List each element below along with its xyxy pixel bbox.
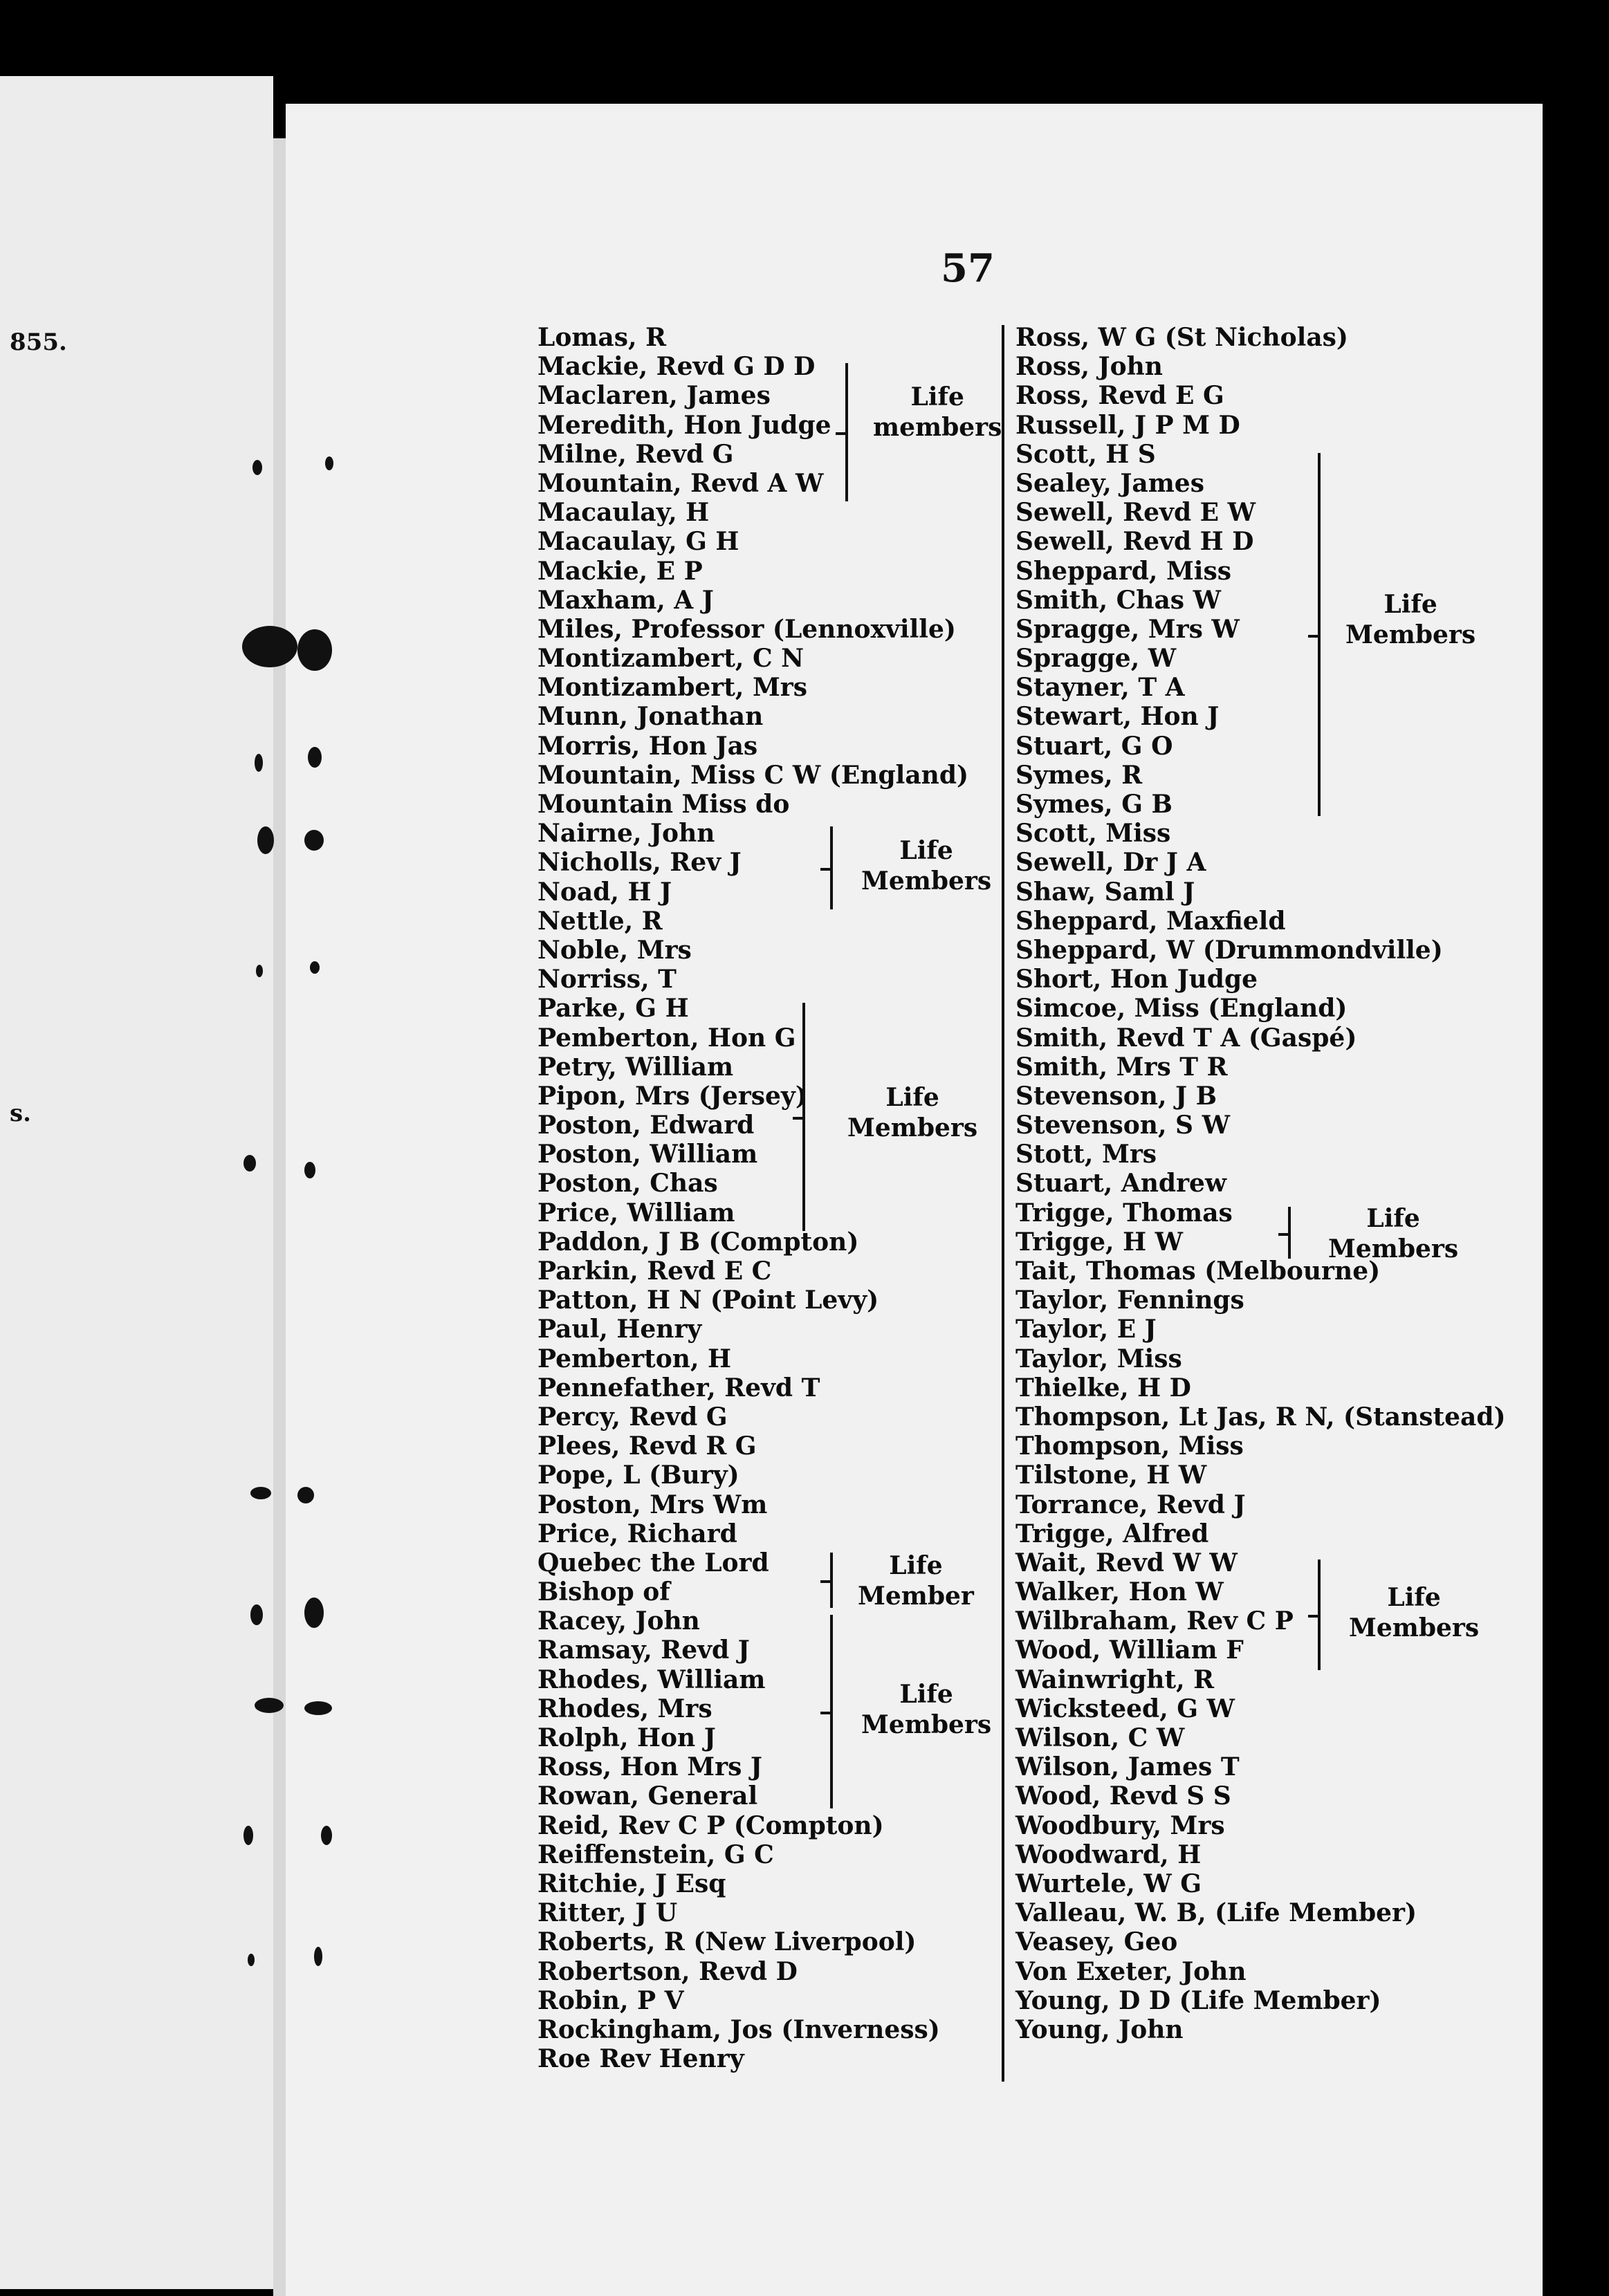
binding-speck xyxy=(252,460,262,475)
binding-speck xyxy=(243,1826,253,1845)
brace xyxy=(845,363,848,501)
name-entry: Mackie, E P xyxy=(537,556,703,586)
name-entry: Stevenson, J B xyxy=(1015,1081,1217,1111)
name-entry: Stevenson, S W xyxy=(1015,1111,1231,1140)
name-entry: Price, William xyxy=(537,1198,735,1228)
name-entry: Meredith, Hon Judge xyxy=(537,410,831,440)
name-entry: Norriss, T xyxy=(537,965,677,994)
name-entry: Wood, William F xyxy=(1015,1636,1244,1665)
name-entry: Thielke, H D xyxy=(1015,1373,1191,1402)
name-entry: Veasey, Geo xyxy=(1015,1927,1178,1957)
note-line: Life xyxy=(889,1551,943,1580)
name-entry: Munn, Jonathan xyxy=(537,702,764,732)
life-member-note xyxy=(858,1550,974,1611)
name-entry: Poston, Mrs Wm xyxy=(537,1490,768,1519)
note-line: Life xyxy=(899,1680,953,1709)
name-entry: Rockingham, Jos (Inverness) xyxy=(537,2015,940,2044)
note-line: Members xyxy=(861,867,992,896)
binding-speck xyxy=(310,961,320,974)
name-entry: Quebec the Lord xyxy=(537,1548,769,1577)
name-entry: Sealey, James xyxy=(1015,468,1204,498)
binding-speck xyxy=(255,1698,284,1713)
name-entry: Spragge, Mrs W xyxy=(1015,614,1240,644)
name-entry: Reid, Rev C P (Compton) xyxy=(537,1811,884,1840)
name-entry: Stuart, Andrew xyxy=(1015,1169,1226,1198)
life-members-note xyxy=(861,1679,991,1740)
brace xyxy=(1318,453,1321,816)
name-entry: Thompson, Miss xyxy=(1015,1432,1244,1461)
name-entry: Spragge, W xyxy=(1015,644,1177,674)
name-entry: Pemberton, Hon G xyxy=(537,1023,796,1053)
name-entry: Robin, P V xyxy=(537,1985,684,2015)
note-line: Life xyxy=(1366,1204,1420,1233)
name-entry: Bishop of xyxy=(537,1577,670,1607)
binding-speck xyxy=(314,1947,322,1966)
name-entry: Price, Richard xyxy=(537,1519,737,1548)
name-entry: Smith, Revd T A (Gaspé) xyxy=(1015,1023,1357,1053)
name-entry: Von Exeter, John xyxy=(1015,1956,1247,1986)
name-entry: Mountain Miss do xyxy=(537,790,790,819)
name-entry: Paddon, J B (Compton) xyxy=(537,1227,859,1257)
name-entry: Sewell, Dr J A xyxy=(1015,848,1206,878)
name-entry: Symes, R xyxy=(1015,760,1143,790)
name-entry: Paul, Henry xyxy=(537,1315,702,1344)
binding-speck xyxy=(321,1826,332,1845)
note-line: Members xyxy=(847,1113,978,1142)
binding-speck xyxy=(297,1487,314,1503)
life-members-note xyxy=(873,382,1002,443)
name-entry: Noble, Mrs xyxy=(537,935,692,965)
name-entry: Taylor, Miss xyxy=(1015,1344,1182,1373)
name-entry: Trigge, Alfred xyxy=(1015,1519,1209,1548)
brace xyxy=(1318,1559,1321,1670)
name-entry: Pope, L (Bury) xyxy=(537,1461,739,1490)
name-entry: Morris, Hon Jas xyxy=(537,731,758,761)
name-entry: Patton, H N (Point Levy) xyxy=(537,1286,879,1315)
name-entry: Sheppard, Maxfield xyxy=(1015,906,1286,936)
name-entry: Wilson, C W xyxy=(1015,1723,1185,1752)
name-entry: Milne, Revd G xyxy=(537,439,734,469)
note-line: Members xyxy=(1349,1613,1480,1642)
name-entry: Taylor, E J xyxy=(1015,1315,1157,1344)
name-entry: Walker, Hon W xyxy=(1015,1577,1224,1607)
name-entry: Young, D D (Life Member) xyxy=(1015,1985,1381,2015)
name-entry: Poston, Edward xyxy=(537,1111,755,1140)
name-entry: Tilstone, H W xyxy=(1015,1461,1207,1490)
name-entry: Rhodes, William xyxy=(537,1665,766,1694)
life-members-note xyxy=(1328,1203,1458,1264)
life-members-note xyxy=(861,835,991,896)
left-name-column xyxy=(537,323,968,2073)
name-entry: Percy, Revd G xyxy=(537,1402,728,1432)
name-entry: Scott, Miss xyxy=(1015,819,1171,849)
name-entry: Nairne, John xyxy=(537,819,715,849)
name-entry: Trigge, Thomas xyxy=(1015,1198,1233,1228)
name-entry: Stott, Mrs xyxy=(1015,1140,1157,1169)
name-entry: Shaw, Saml J xyxy=(1015,877,1195,907)
name-entry: Tait, Thomas (Melbourne) xyxy=(1015,1257,1381,1286)
name-entry: Racey, John xyxy=(537,1607,700,1636)
name-entry: Ross, John xyxy=(1015,352,1163,382)
name-entry: Roe Rev Henry xyxy=(537,2044,744,2074)
binding-speck xyxy=(257,826,274,854)
column-divider-rule xyxy=(1002,325,1004,2082)
life-members-note xyxy=(847,1082,977,1143)
name-entry: Ross, Hon Mrs J xyxy=(537,1752,762,1782)
name-entry: Stewart, Hon J xyxy=(1015,702,1220,732)
name-entry: Wicksteed, G W xyxy=(1015,1694,1235,1723)
name-entry: Mountain, Revd A W xyxy=(537,468,824,498)
name-entry: Torrance, Revd J xyxy=(1015,1490,1246,1519)
name-entry: Young, John xyxy=(1015,2015,1184,2044)
name-entry: Robertson, Revd D xyxy=(537,1956,798,1986)
note-line: Life xyxy=(1383,590,1437,619)
note-line: Members xyxy=(1345,620,1476,649)
brace xyxy=(802,1003,805,1231)
note-line: Life xyxy=(885,1083,939,1112)
name-entry: Wilson, James T xyxy=(1015,1752,1240,1782)
name-entry: Maclaren, James xyxy=(537,381,771,411)
binding-speck xyxy=(243,1155,256,1172)
name-entry: Simcoe, Miss (England) xyxy=(1015,994,1348,1024)
brace xyxy=(830,1553,833,1608)
name-entry: Trigge, H W xyxy=(1015,1227,1184,1257)
name-entry: Short, Hon Judge xyxy=(1015,965,1258,994)
name-entry: Sewell, Revd H D xyxy=(1015,527,1254,557)
name-entry: Symes, G B xyxy=(1015,790,1173,819)
binding-speck xyxy=(256,965,263,977)
name-entry: Parke, G H xyxy=(537,994,689,1024)
left-page-fragment xyxy=(0,76,273,2289)
name-entry: Sewell, Revd E W xyxy=(1015,498,1256,528)
name-entry: Wilbraham, Rev C P xyxy=(1015,1607,1294,1636)
binding-speck xyxy=(250,1487,271,1499)
name-entry: Pipon, Mrs (Jersey) xyxy=(537,1081,807,1111)
brace xyxy=(1288,1207,1291,1259)
name-entry: Petry, William xyxy=(537,1052,734,1082)
binding-speck xyxy=(308,747,322,768)
name-entry: Wurtele, W G xyxy=(1015,1869,1202,1898)
name-entry: Montizambert, C N xyxy=(537,644,805,674)
name-entry: Sheppard, W (Drummondville) xyxy=(1015,935,1443,965)
name-entry: Ritchie, J Esq xyxy=(537,1869,726,1898)
life-members-note xyxy=(1349,1582,1479,1643)
name-entry: Ramsay, Revd J xyxy=(537,1636,750,1665)
binding-speck xyxy=(304,1162,315,1178)
name-entry: Stayner, T A xyxy=(1015,673,1185,703)
left-page-text: s. xyxy=(10,1100,31,1127)
name-entry: Pennefather, Revd T xyxy=(537,1373,820,1402)
binding-speck xyxy=(250,1604,263,1625)
name-entry: Smith, Mrs T R xyxy=(1015,1052,1228,1082)
brace xyxy=(830,1615,833,1808)
name-entry: Mountain, Miss C W (England) xyxy=(537,760,969,790)
name-entry: Lomas, R xyxy=(537,323,666,352)
name-entry: Wait, Revd W W xyxy=(1015,1548,1238,1577)
name-entry: Rhodes, Mrs xyxy=(537,1694,712,1723)
name-entry: Noad, H J xyxy=(537,877,672,907)
name-entry: Poston, Chas xyxy=(537,1169,718,1198)
name-entry: Ritter, J U xyxy=(537,1898,678,1928)
name-entry: Mackie, Revd G D D xyxy=(537,352,816,382)
note-line: members xyxy=(873,413,1002,442)
name-entry: Thompson, Lt Jas, R N, (Stanstead) xyxy=(1015,1402,1506,1432)
name-entry: Sheppard, Miss xyxy=(1015,556,1232,586)
name-entry: Montizambert, Mrs xyxy=(537,673,808,703)
page-number: 57 xyxy=(941,246,995,291)
name-entry: Russell, J P M D xyxy=(1015,410,1240,440)
name-entry: Woodbury, Mrs xyxy=(1015,1811,1225,1840)
name-entry: Smith, Chas W xyxy=(1015,585,1222,615)
name-entry: Woodward, H xyxy=(1015,1840,1202,1869)
name-entry: Wood, Revd S S xyxy=(1015,1781,1231,1811)
left-page-text: 855. xyxy=(10,328,67,356)
name-entry: Ross, Revd E G xyxy=(1015,381,1224,411)
name-entry: Nettle, R xyxy=(537,906,663,936)
name-entry: Scott, H S xyxy=(1015,439,1156,469)
name-entry: Taylor, Fennings xyxy=(1015,1286,1244,1315)
name-entry: Rolph, Hon J xyxy=(537,1723,716,1752)
name-entry: Stuart, G O xyxy=(1015,731,1173,761)
name-entry: Nicholls, Rev J xyxy=(537,848,742,878)
brace xyxy=(830,826,833,909)
note-line: Life xyxy=(1387,1583,1441,1612)
name-entry: Reiffenstein, G C xyxy=(537,1840,774,1869)
note-line: Life xyxy=(899,836,953,865)
binding-speck xyxy=(242,626,297,667)
note-line: Members xyxy=(1328,1234,1459,1263)
note-line: Life xyxy=(910,382,964,411)
name-entry: Ross, W G (St Nicholas) xyxy=(1015,323,1348,352)
name-entry: Poston, William xyxy=(537,1140,758,1169)
name-entry: Plees, Revd R G xyxy=(537,1432,757,1461)
name-entry: Maxham, A J xyxy=(537,585,714,615)
name-entry: Valleau, W. B, (Life Member) xyxy=(1015,1898,1417,1928)
binding-speck xyxy=(297,629,332,671)
name-entry: Wainwright, R xyxy=(1015,1665,1215,1694)
name-entry: Miles, Professor (Lennoxville) xyxy=(537,614,956,644)
binding-speck xyxy=(255,754,263,772)
binding-gutter xyxy=(273,138,286,2296)
name-entry: Parkin, Revd E C xyxy=(537,1257,772,1286)
binding-speck xyxy=(325,456,333,470)
note-line: Members xyxy=(861,1710,992,1739)
note-line: Member xyxy=(858,1582,974,1611)
binding-speck xyxy=(304,830,324,851)
name-entry: Macaulay, H xyxy=(537,498,710,528)
life-members-note xyxy=(1345,589,1475,650)
right-name-column xyxy=(1015,323,1506,2044)
name-entry: Pemberton, H xyxy=(537,1344,732,1373)
binding-speck xyxy=(248,1954,255,1966)
name-entry: Roberts, R (New Liverpool) xyxy=(537,1927,917,1957)
name-entry: Macaulay, G H xyxy=(537,527,739,557)
binding-speck xyxy=(304,1701,332,1715)
name-entry: Rowan, General xyxy=(537,1781,758,1811)
binding-speck xyxy=(304,1598,324,1628)
